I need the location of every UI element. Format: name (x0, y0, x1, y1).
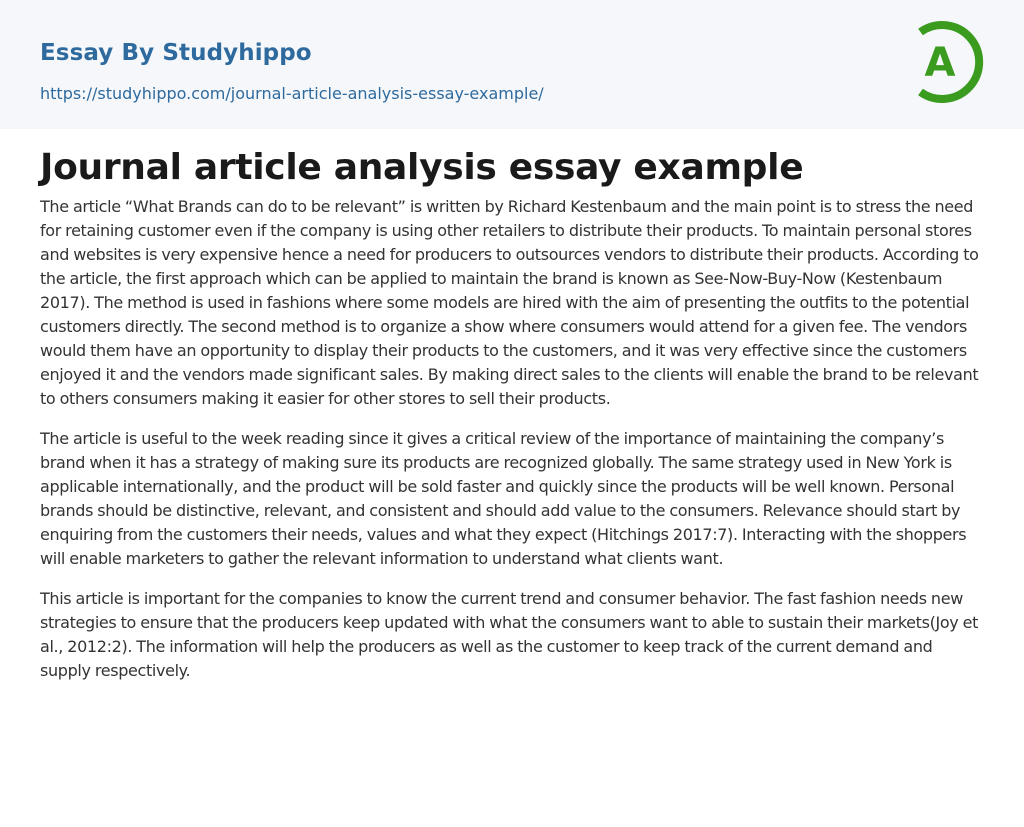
page-url-link[interactable]: https://studyhippo.com/journal-article-analysis-essay-example/ (40, 84, 544, 103)
article-paragraph-2: The article is useful to the week reading since it gives a critical review of the importance of maintaining the company’s brand when it has a strategy of making sure its products are recognized globally. The same strategy used in New York is applicable internationally, and the product will be sold faster and quickly since the products will be well known. Personal brands should be distinctive, relevant, and consistent and should add value to the consumers. Relevance should start by enquiring from the customers their needs, values and what they expect (Hitchings 2017:7). Interacting with the shoppers will enable marketers to gather the relevant information to understand what clients want. (40, 429, 967, 568)
article-paragraph-3: This article is important for the companies to know the current trend and consumer behavior. The fast fashion needs new strategies to ensure that the producers keep updated with what the consumers want to able to sustain their markets(Joy et al., 2012:2). The information will help the producers as well as the customer to keep track of the current demand and supply respectively. (40, 589, 979, 680)
page-title: Journal article analysis essay example (40, 147, 804, 188)
site-header (0, 0, 1024, 129)
site-title[interactable]: Essay By Studyhippo (40, 40, 312, 66)
article-content (40, 145, 986, 699)
article-paragraph-1: The article “What Brands can do to be relevant” is written by Richard Kestenbaum and the main point is to stress the need for retaining customer even if the company is using other retailers to distribute their products. To maintain personal stores and websites is very expensive hence a need for producers to outsources vendors to distribute their products. According to the article, the first approach which can be applied to maintain the brand is known as See-Now-Buy-Now (Kestenbaum 2017). The method is used in fashions where some models are hired with the aim of presenting the outfits to the potential customers directly. The second method is to organize a show where consumers would attend for a given fee. The vendors would them have an opportunity to display their products to the customers, and it was very effective since the customers enjoyed it and the vendors made significant sales. By making direct sales to the clients will enable the brand to be relevant to others consumers making it easier for other stores to sell their products. (40, 197, 979, 408)
studyhippo-logo-icon[interactable] (912, 19, 986, 105)
logo-letter: A (924, 40, 956, 86)
